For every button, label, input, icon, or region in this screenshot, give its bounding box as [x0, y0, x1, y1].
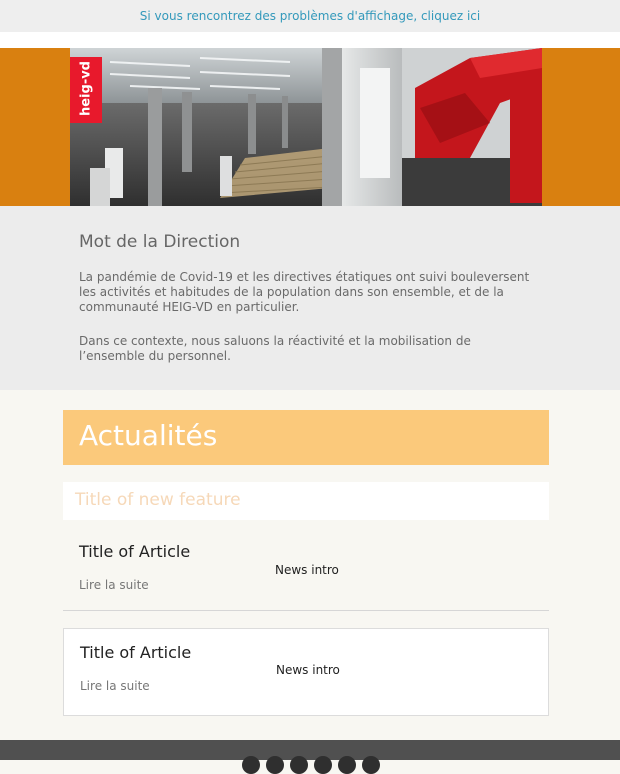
read-more-link[interactable]: Lire la suite	[80, 679, 150, 693]
social-icon[interactable]	[266, 756, 284, 774]
spacer	[0, 32, 620, 48]
social-icon[interactable]	[314, 756, 332, 774]
top-bar	[0, 0, 620, 32]
read-more-link[interactable]: Lire la suite	[79, 578, 149, 592]
social-icon[interactable]	[290, 756, 308, 774]
display-issue-link[interactable]: Si vous rencontrez des problèmes d'affichage, cliquez ici	[139, 9, 481, 23]
article-intro: News intro	[276, 663, 340, 677]
feature-block	[63, 482, 549, 520]
heig-vd-logo: heig-vd	[70, 57, 102, 123]
article-title[interactable]: Title of Article	[79, 542, 191, 561]
social-icon[interactable]	[242, 756, 260, 774]
article-card	[63, 530, 549, 611]
article-intro: News intro	[275, 563, 339, 577]
direction-title: Mot de la Direction	[79, 232, 241, 252]
news-heading: Actualités	[79, 419, 218, 452]
direction-paragraph-2: Dans ce contexte, nous saluons la réactivité et la mobilisation de l’ensemble du personnel.	[79, 334, 471, 363]
feature-title: Title of new feature	[75, 490, 241, 510]
social-icon[interactable]	[362, 756, 380, 774]
social-icon[interactable]	[338, 756, 356, 774]
building-interior-image	[70, 48, 542, 206]
direction-paragraph-1: La pandémie de Covid-19 et les directives étatiques ont suivi bouleversent les activités et habitudes de la population dans son ensemble, et de la communauté HEIG-VD en particulier.	[79, 270, 530, 314]
footer	[0, 740, 620, 760]
article-card	[63, 628, 549, 716]
article-title[interactable]: Title of Article	[80, 643, 192, 662]
direction-section	[0, 206, 620, 390]
news-heading-bar	[63, 410, 549, 465]
